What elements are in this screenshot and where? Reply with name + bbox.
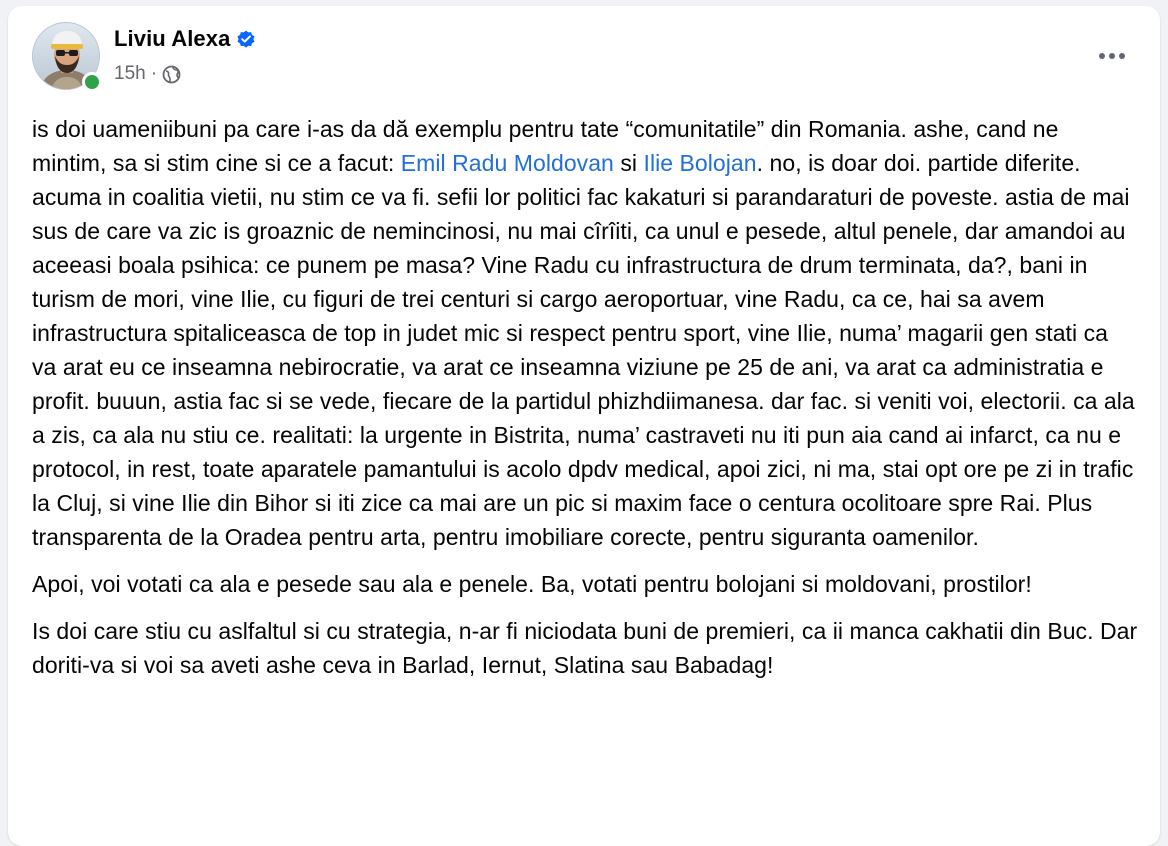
post-timestamp[interactable]: 15h xyxy=(114,63,146,84)
author-name[interactable]: Liviu Alexa xyxy=(114,26,231,51)
author-avatar-container[interactable] xyxy=(32,22,100,90)
paragraph-1-part-1: is doi uameniibuni pa care i-as da dă exemplu pentru tate “comunitatile” din Romania. ashe, cand ne mintim, sa si stim cine si ce a facut: xyxy=(32,116,1059,176)
paragraph-1-part-2: si xyxy=(613,150,644,176)
post-card xyxy=(8,6,1160,846)
post-meta xyxy=(114,63,181,85)
online-status-dot xyxy=(82,72,102,92)
globe-icon[interactable] xyxy=(162,65,181,84)
more-dot xyxy=(1119,53,1125,59)
more-dot xyxy=(1109,53,1115,59)
post-paragraph-1 xyxy=(32,112,1138,554)
mention-ilie-bolojan[interactable]: Ilie Bolojan xyxy=(643,150,757,176)
post-paragraph-3: Is doi care stiu cu aslfaltul si cu strategia, n-ar fi niciodata buni de premieri, ca ii manca cakhatii din Buc. Dar doriti-va si voi sa aveti ashe ceva in Barlad, Iernut, Slatina sau Babadag! xyxy=(32,618,1138,678)
post-options-button[interactable] xyxy=(1092,44,1132,68)
more-horizontal-icon xyxy=(1099,53,1105,59)
post-paragraph-2: Apoi, voi votati ca ala e pesede sau ala e penele. Ba, votati pentru bolojani si moldovani, prostilor! xyxy=(32,571,1032,597)
mention-emil-radu-moldovan[interactable]: Emil Radu Moldovan xyxy=(400,150,614,176)
paragraph-1-part-3: . no, is doar doi. partide diferite. acuma in coalitia vietii, nu stim ce va fi. sefii lor politici fac kakaturi si parandaraturi de poveste. astia de mai sus de care va zic is groaznic de nemincinosi, nu mai cîrîiti, ca unul e pesede, altul penele, dar amandoi au aceeasi boala psihica: ce punem pe masa? Vine Radu cu infrastructura de drum terminata, da?, bani in turism de mori, vine Ilie, cu figuri de trei centuri si cargo aeroportuar, vine Radu, ca ce, hai sa avem infrastructura spitaliceasca de top in judet mic si respect pentru sport, vine Ilie, numa’ magarii gen stati ca va arat eu ce inseamna nebirocratie, va arat ce inseamna viziune pe 25 de ani, va arat ca administratia e profit. buuun, astia fac si se vede, fiecare de la partidul phizhdiimanesa. dar fac. si veniti voi, electorii. ca ala a zis, ca ala nu stiu ce. realitati: la urgente in Bistrita, numa’ castraveti nu iti pun aia cand ai infarct, ca nu e protocol, in rest, toate aparatele pamantului is acolo dpdv medical, apoi zici, ni ma, stai opt ore pe zi in trafic la Cluj, si vine Ilie din Bihor si iti zice ca mai are un pic si maxim face o centura ocolitoare spre Rai. Plus transparenta de la Oradea pentru arta, pentru imobiliare corecte, pentru siguranta oamenilor. xyxy=(32,150,1135,550)
meta-separator: · xyxy=(150,63,158,84)
post-text xyxy=(32,112,1138,695)
author-name-row xyxy=(114,26,256,52)
post-header xyxy=(32,22,1136,92)
verified-badge-icon xyxy=(236,29,256,49)
